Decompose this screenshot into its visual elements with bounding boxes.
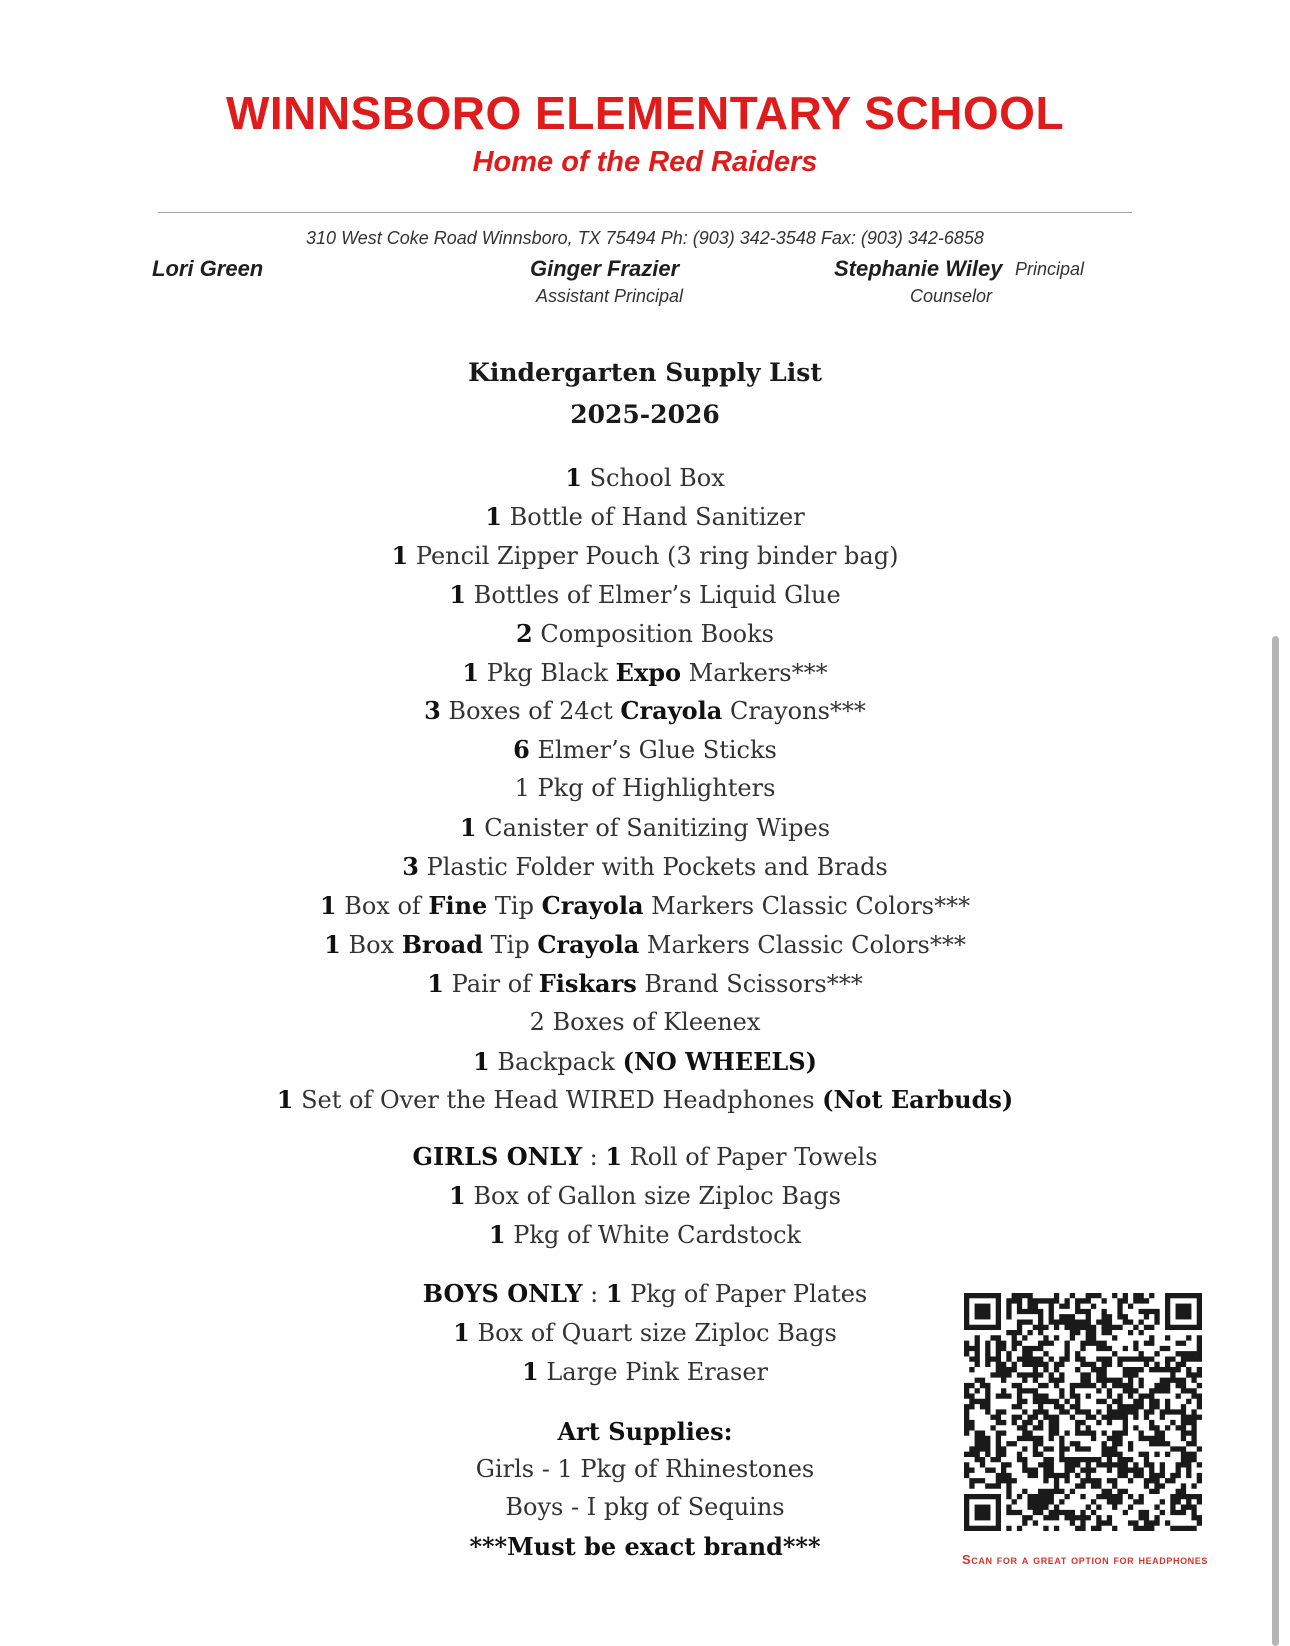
item-text-segment: 1 bbox=[276, 1085, 294, 1114]
counselor-role: Counselor bbox=[910, 286, 993, 306]
item-text-segment: Box of bbox=[336, 892, 429, 920]
item-text-segment: Fiskars bbox=[538, 969, 637, 998]
item-text-segment: 1 bbox=[449, 580, 467, 609]
supply-item bbox=[0, 580, 1290, 609]
item-text-segment: Set of Over the Head WIRED Headphones bbox=[293, 1086, 823, 1114]
item-text-segment: 1 bbox=[473, 1047, 490, 1076]
item-text-segment: (Not Earbuds) bbox=[822, 1085, 1014, 1114]
item-text-segment: Pkg of Paper Plates bbox=[622, 1280, 868, 1308]
supply-item bbox=[0, 852, 1290, 881]
list-title: Kindergarten Supply List bbox=[468, 358, 822, 387]
school-name: WINNSBORO ELEMENTARY SCHOOL bbox=[225, 87, 1065, 139]
girls-only-item bbox=[0, 1181, 1290, 1210]
item-text-segment: 1 bbox=[453, 1318, 470, 1347]
supply-item bbox=[0, 1085, 1290, 1114]
art-supplies-heading: Art Supplies: bbox=[557, 1417, 733, 1446]
item-text-segment: Roll of Paper Towels bbox=[622, 1143, 878, 1171]
item-text-segment: Markers*** bbox=[681, 659, 828, 687]
item-text-segment: Tip bbox=[483, 931, 538, 959]
qr-code[interactable] bbox=[964, 1293, 1202, 1531]
item-text-segment: 3 bbox=[402, 852, 419, 881]
principal-name: Lori Green bbox=[152, 256, 264, 281]
supply-item bbox=[0, 1047, 1290, 1076]
school-address: 310 West Coke Road Winnsboro, TX 75494 Ph: (903) 342-3548 Fax: (903) 342-6858 bbox=[306, 228, 984, 248]
assistant-principal-name: Ginger Frazier bbox=[530, 256, 680, 281]
item-text-segment: 2 Boxes of Kleenex bbox=[529, 1008, 761, 1036]
vertical-scrollbar[interactable] bbox=[1272, 636, 1279, 1646]
item-text-segment: 1 bbox=[459, 813, 477, 842]
girls-only-heading bbox=[0, 1142, 1290, 1171]
item-text-segment: Pencil Zipper Pouch (3 ring binder bag) bbox=[408, 542, 899, 570]
item-text-segment: 6 bbox=[513, 735, 530, 764]
girls-only-item bbox=[0, 1220, 1290, 1249]
item-text-segment: Expo bbox=[615, 658, 682, 687]
item-text-segment: 1 bbox=[605, 1142, 623, 1171]
supply-item bbox=[0, 658, 1290, 687]
item-text-segment: 1 bbox=[522, 1357, 539, 1386]
item-text-segment: Brand Scissors*** bbox=[636, 970, 863, 998]
item-text-segment: 3 bbox=[424, 696, 441, 725]
brand-note: ***Must be exact brand*** bbox=[469, 1532, 821, 1561]
item-text-segment: : bbox=[582, 1143, 606, 1171]
item-text-segment: Fine bbox=[428, 891, 488, 920]
supply-item bbox=[0, 696, 1290, 725]
item-text-segment: Plastic Folder with Pockets and Brads bbox=[418, 853, 888, 881]
item-text-segment: Large Pink Eraser bbox=[538, 1358, 768, 1386]
item-text-segment: Pkg Black bbox=[479, 659, 616, 687]
item-text-segment: 1 bbox=[319, 891, 337, 920]
supply-item bbox=[0, 813, 1290, 842]
item-text-segment: 1 bbox=[488, 1220, 506, 1249]
item-text-segment: School Box bbox=[581, 464, 725, 492]
supply-item bbox=[0, 463, 1290, 492]
item-text-segment: Bottle of Hand Sanitizer bbox=[502, 503, 805, 531]
item-text-segment: Broad bbox=[401, 930, 484, 959]
item-text-segment: 1 bbox=[605, 1279, 623, 1308]
item-text-segment: Canister of Sanitizing Wipes bbox=[476, 814, 831, 842]
item-text-segment: 1 bbox=[565, 463, 582, 492]
school-motto: Home of the Red Raiders bbox=[472, 146, 818, 178]
supply-item bbox=[0, 891, 1290, 920]
counselor-name: Stephanie Wiley bbox=[834, 256, 1003, 281]
assistant-principal-role: Assistant Principal bbox=[536, 286, 684, 306]
item-text-segment: Bottles of Elmer’s Liquid Glue bbox=[466, 581, 841, 609]
supply-item bbox=[0, 502, 1290, 531]
supply-item bbox=[0, 930, 1290, 959]
item-text-segment: Boxes of 24ct bbox=[440, 697, 621, 725]
item-text-segment: Crayola bbox=[537, 930, 640, 959]
item-text-segment: Tip bbox=[487, 892, 542, 920]
item-text-segment: Crayons*** bbox=[722, 697, 866, 725]
school-year: 2025-2026 bbox=[570, 400, 720, 429]
item-text-segment: Markers Classic Colors*** bbox=[639, 931, 966, 959]
art-item-girls: Girls - 1 Pkg of Rhinestones bbox=[475, 1455, 815, 1483]
item-text-segment: Markers Classic Colors*** bbox=[643, 892, 971, 920]
item-text-segment: (NO WHEELS) bbox=[622, 1047, 817, 1076]
item-text-segment: 1 bbox=[427, 969, 444, 998]
item-text-segment: : bbox=[582, 1280, 606, 1308]
item-text-segment: 2 bbox=[516, 619, 533, 648]
header-divider bbox=[158, 212, 1132, 213]
item-text-segment: Box of Quart size Ziploc Bags bbox=[469, 1319, 837, 1347]
item-text-segment: Pair of bbox=[444, 970, 539, 998]
item-text-segment: 1 bbox=[324, 930, 341, 959]
item-text-segment: 1 bbox=[449, 1181, 466, 1210]
supply-item bbox=[0, 969, 1290, 998]
item-text-segment: GIRLS ONLY bbox=[412, 1142, 583, 1171]
supply-item bbox=[0, 735, 1290, 764]
item-text-segment: Elmer’s Glue Sticks bbox=[529, 736, 777, 764]
art-item-boys: Boys - I pkg of Sequins bbox=[505, 1493, 785, 1521]
supply-item bbox=[0, 541, 1290, 570]
qr-caption: Scan for a great option for headphones bbox=[962, 1552, 1208, 1567]
item-text-segment: Box bbox=[340, 931, 402, 959]
item-text-segment: BOYS ONLY bbox=[422, 1279, 583, 1308]
item-text-segment: 1 bbox=[391, 541, 409, 570]
item-text-segment: Crayola bbox=[541, 891, 644, 920]
item-text-segment: Backpack bbox=[489, 1048, 623, 1076]
item-text-segment: 1 Pkg of Highlighters bbox=[514, 774, 776, 802]
principal-role: Principal bbox=[1015, 259, 1085, 279]
item-text-segment: 1 bbox=[462, 658, 480, 687]
item-text-segment: Crayola bbox=[620, 696, 723, 725]
item-text-segment: Pkg of White Cardstock bbox=[505, 1221, 802, 1249]
supply-item bbox=[0, 1008, 1290, 1036]
supply-item bbox=[0, 774, 1290, 802]
supply-item bbox=[0, 619, 1290, 648]
item-text-segment: 1 bbox=[485, 502, 502, 531]
item-text-segment: Box of Gallon size Ziploc Bags bbox=[465, 1182, 841, 1210]
item-text-segment: Composition Books bbox=[532, 620, 774, 648]
